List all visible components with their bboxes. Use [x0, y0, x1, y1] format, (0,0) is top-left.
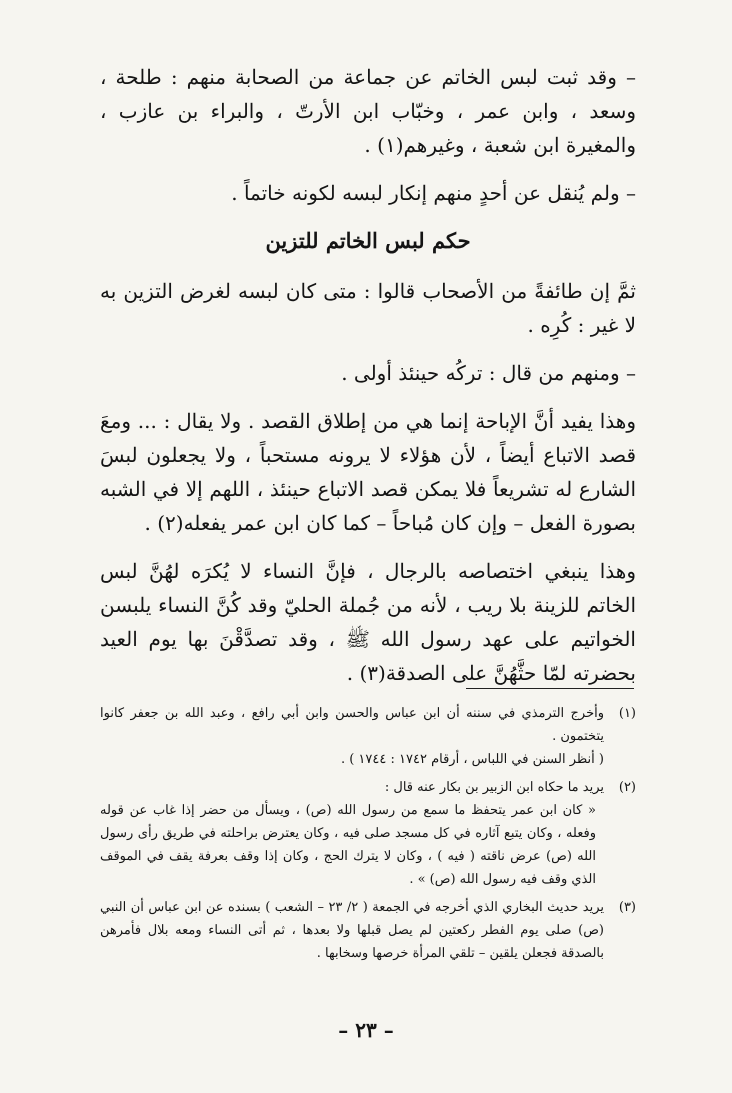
footnote-text: يريد ما حكاه ابن الزبير بن بكار عنه قال : — [384, 780, 604, 795]
footnote-quote: « كان ابن عمر يتحفظ ما سمع من رسول الله (ص) ، ويسأل من حضر إذا غاب عن قوله وفعله ، وكان يتبع آثاره في كل مسجد صلى فيه ، وكان يعترض براحلته في طريق رأى رسول الله (ص) عرض ناقته ( فيه ) ، وكان لا يترك الحج ، وكان إذا وقف بعرفة يقف في الموقف الذي وقف فيه رسول الله (ص) » . — [100, 803, 596, 887]
footnotes — [100, 702, 636, 970]
paragraph-no-objection: – ولم يُنقل عن أحدٍ منهم إنكار لبسه لكونه خاتماً . — [231, 181, 636, 205]
page-number: – ٢٣ – — [338, 1018, 394, 1042]
paragraph-women: وهذا ينبغي اختصاصه بالرجال ، فإنَّ النساء لا يُكرَه لهُنَّ لبس الخاتم للزينة بلا ريب ، لأنه من جُملة الحليّ وقد كُنَّ النساء يلبسن الخواتيم على عهد رسول الله ﷺ ، وقد تصدَّقْنَ بها يوم العيد بحضرته لمّا حثَّهُنَّ على الصدقة(٣) . — [100, 559, 636, 685]
paragraph-disliked: ثمَّ إن طائفةً من الأصحاب قالوا : متى كان لبسه لغرض التزين به لا غير : كُرِه . — [100, 279, 636, 337]
footnote-number: (٢) — [618, 780, 636, 795]
paragraph-permissibility: وهذا يفيد أنَّ الإباحة إنما هي من إطلاق القصد . ولا يقال : ... ومعَ قصد الاتباع أيضاً ، لأن هؤلاء لا يرونه مستحباً ، ولا يجعلون لبسَ الشارع له تشريعاً فلا يمكن قصد الاتباع حينئذ ، اللهم إلا في الشبه بصورة الفعل – وإن كان مُباحاً – كما كان ابن عمر يفعله(٢) . — [100, 409, 636, 535]
footnote-number: (١) — [618, 706, 636, 721]
section-heading: حكم لبس الخاتم للتزين — [265, 228, 471, 253]
footnote-3 — [100, 896, 636, 965]
footnote-text: وأخرج الترمذي في سننه أن ابن عباس والحسن وابن أبي رافع ، وعبد الله بن جعفر كانوا يتختمون . — [100, 706, 604, 744]
paragraph-leaving-better: – ومنهم من قال : تركُه حينئذ أولى . — [341, 361, 636, 385]
footnote-reference: ( أنظر السنن في اللباس ، أرقام ١٧٤٢ : ١٧٤٤ ) . — [340, 752, 604, 767]
footnote-number: (٣) — [618, 900, 636, 915]
footnote-1 — [100, 702, 636, 771]
main-text — [100, 60, 636, 704]
paragraph-companions: – وقد ثبت لبس الخاتم عن جماعة من الصحابة منهم : طلحة ، وسعد ، وابن عمر ، وخبّاب ابن الأرتّ ، والبراء بن عازب ، والمغيرة ابن شعبة ، وغيرهم(١) . — [100, 65, 636, 157]
footnote-2 — [100, 776, 636, 891]
footnote-text: يريد حديث البخاري الذي أخرجه في الجمعة ( ٢/ ٢٣ – الشعب ) بسنده عن ابن عباس أن النبي (ص) صلى يوم الفطر ركعتين لم يصل قبلها ولا بعدها ، ثم أتى النساء ومعه بلال فأمرهن بالصدقة فجعلن يلقين – تلقي المرأة خرصها وسخابها . — [100, 900, 605, 961]
footnote-separator — [466, 688, 634, 689]
